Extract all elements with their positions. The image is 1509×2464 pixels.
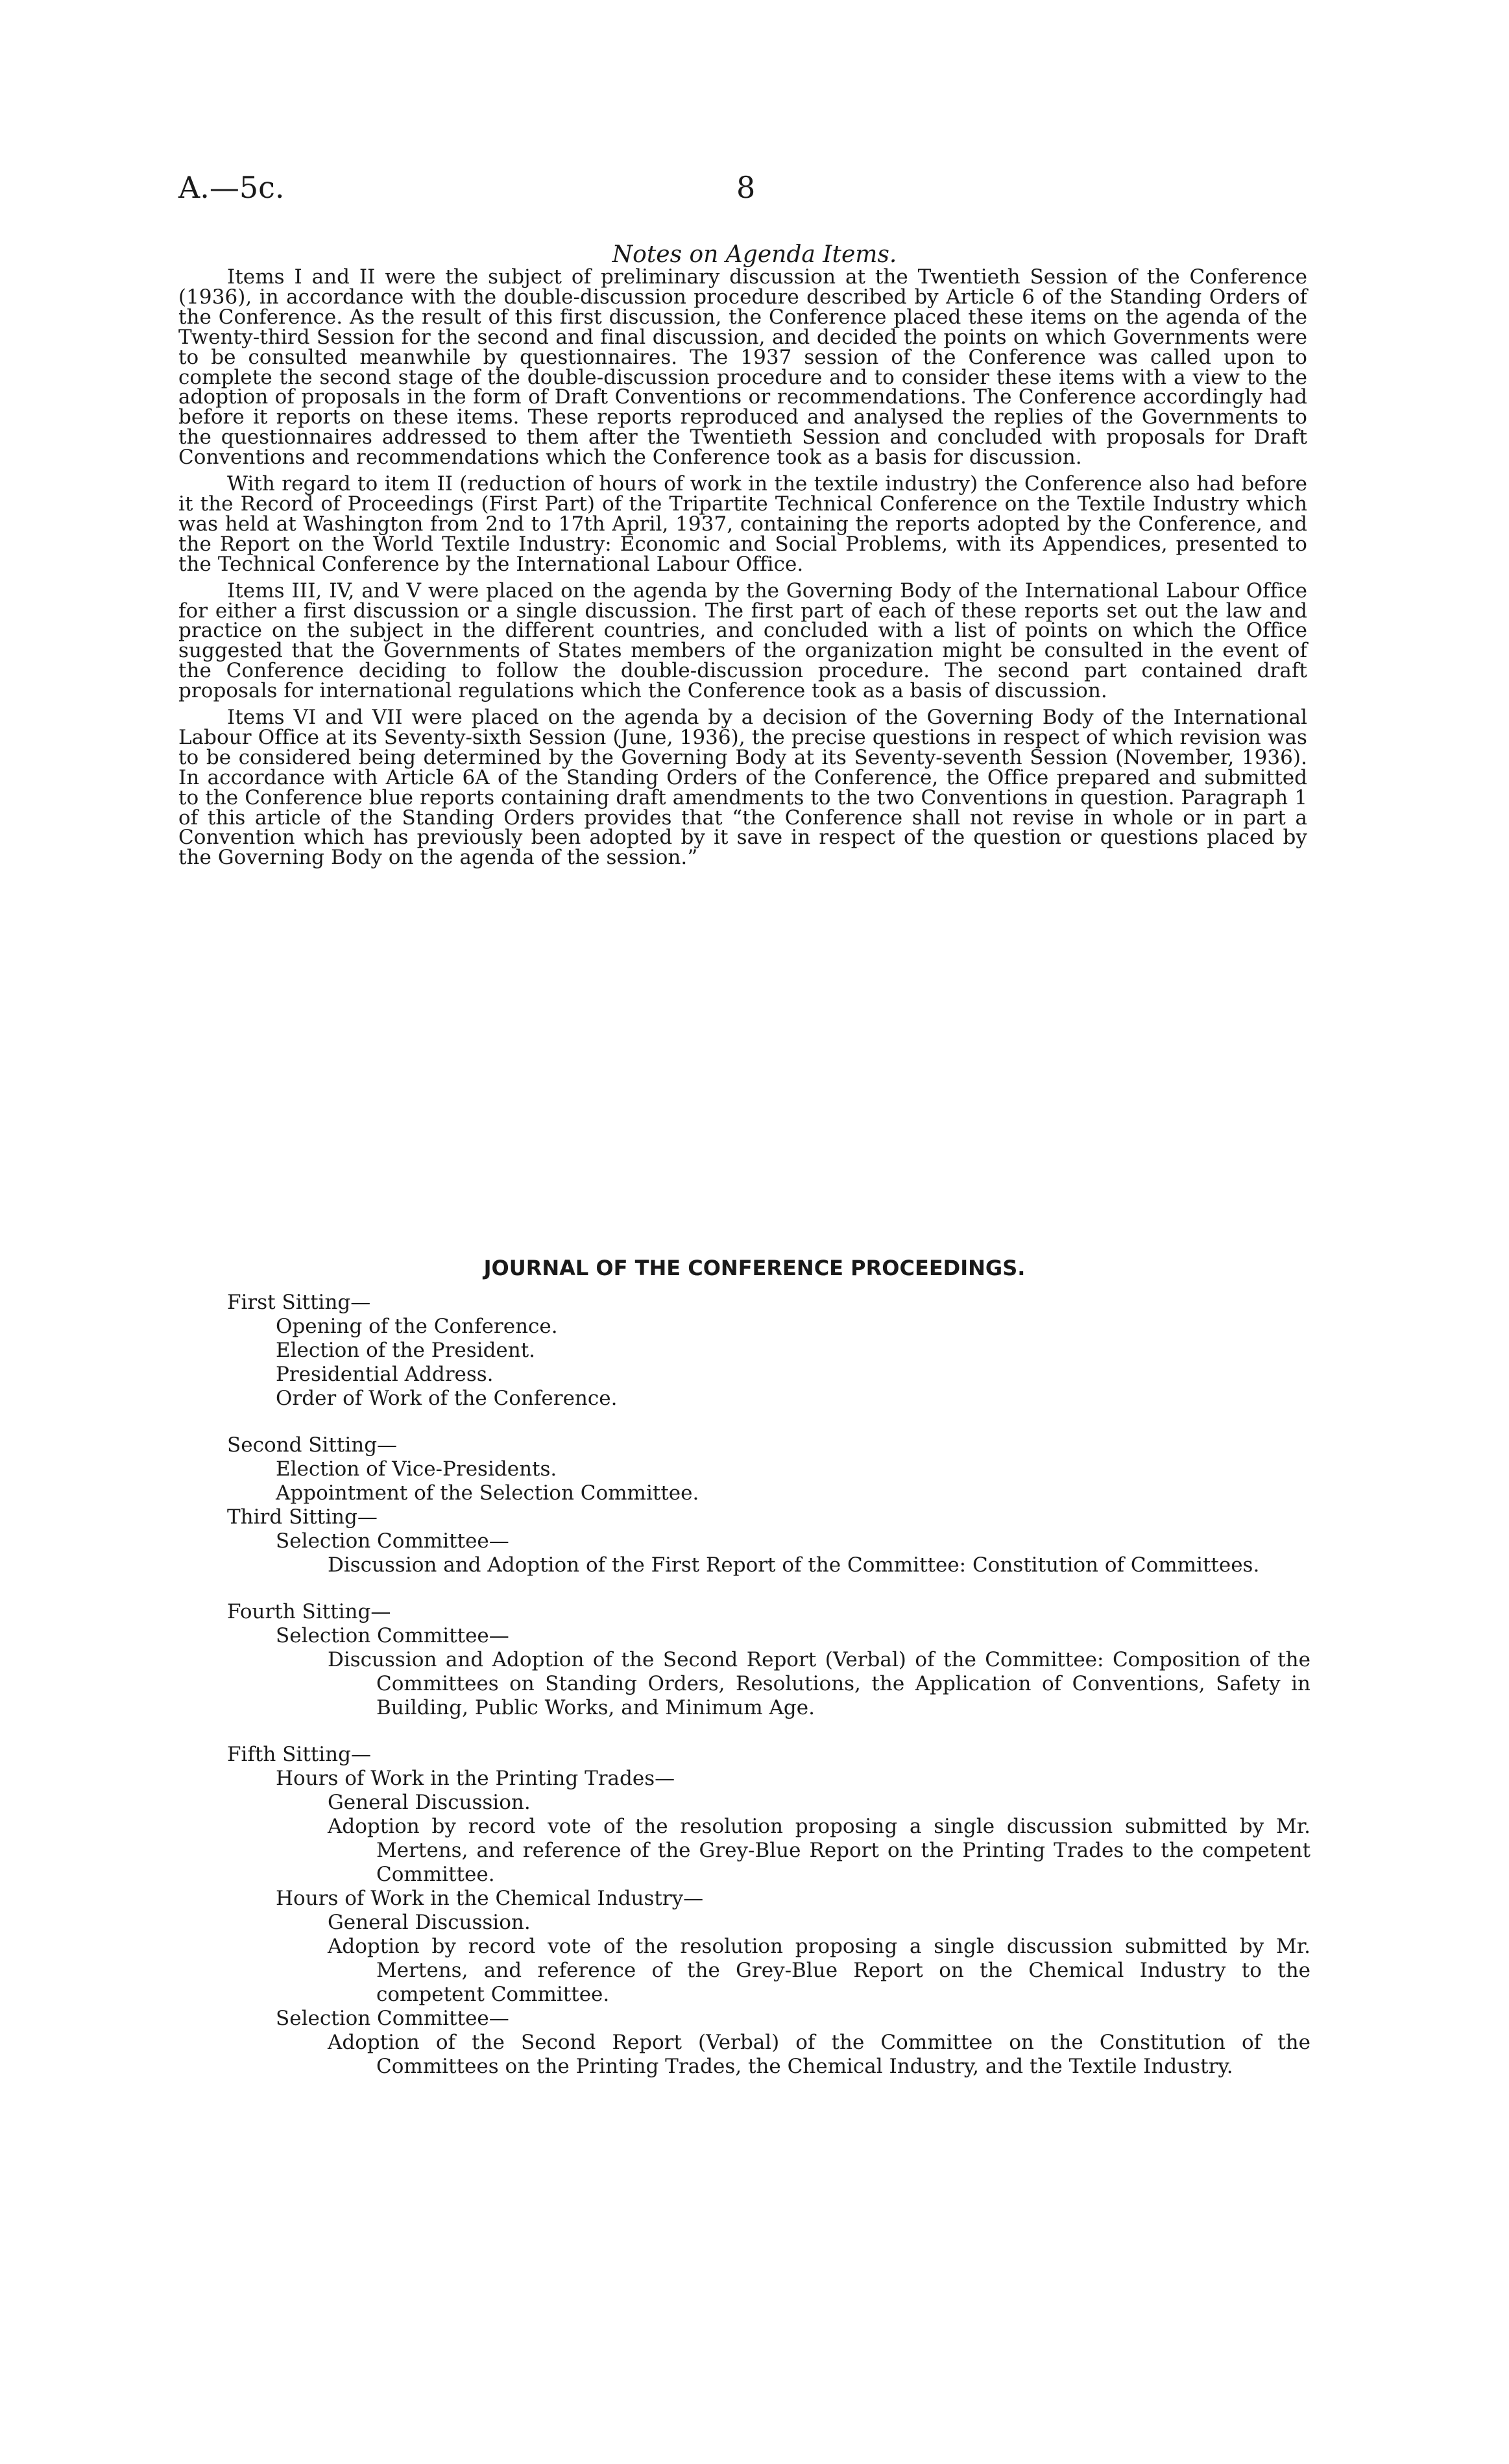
agenda-subheading: Selection Committee— [276, 2007, 509, 2030]
sitting-heading: Fourth Sitting— [227, 1600, 391, 1623]
agenda-item: General Discussion. [328, 1911, 531, 1934]
sitting-heading: Second Sitting— [227, 1433, 398, 1457]
agenda-subheading: Selection Committee— [276, 1624, 509, 1647]
agenda-item: Adoption by record vote of the resolution proposing a single discussion submitted by Mr. Mertens, and reference of the Grey-Blue Report on the Printing Trades to the competent Committee. [328, 1815, 1310, 1886]
notes-paragraph: Items III, IV, and V were placed on the agenda by the Governing Body of the International Labour Office for either a first discussion or a single discussion. The first part of each of these reports set out the law and practice on the subject in the different countries, and concluded with a list of points on which the Office suggested that the Governments of States members of the organization might be consulted in the event of the Conference deciding to follow the double-discussion procedure. The second part contained draft proposals for international regulations which the Conference took as a basis of discussion. [178, 579, 1307, 703]
agenda-item: Discussion and Adoption of the Second Report (Verbal) of the Committee: Composition of the Committees on Standing Orders, Resolutions, the Application of Conventions, Safety in Building, Public Works, and Minimum Age. [328, 1648, 1310, 1719]
notes-paragraph: Items VI and VII were placed on the agenda by a decision of the Governing Body of the International Labour Office at its Seventy-sixth Session (June, 1936), the precise questions in respect of which revision was to be considered being determined by the Governing Body at its Seventy-seventh Session (November, 1936). In accordance with Article 6A of the Standing Orders of the Conference, the Office prepared and submitted to the Conference blue reports containing draft amendments to the two Conventions in question. Paragraph 1 of this article of the Standing Orders provides that “the Conference shall not revise in whole or in part a Convention which has previously been adopted by it save in respect of the question or questions placed by the Governing Body on the agenda of the session.” [178, 706, 1307, 870]
agenda-subheading: Hours of Work in the Printing Trades— [276, 1767, 675, 1790]
journal-heading: JOURNAL OF THE CONFERENCE PROCEEDINGS. [483, 1256, 1026, 1280]
agenda-item: Adoption by record vote of the resolution proposing a single discussion submitted by Mr. Mertens, and reference of the Grey-Blue Report on the Chemical Industry to the competent Committee. [328, 1935, 1310, 2006]
agenda-subheading: Hours of Work in the Chemical Industry— [276, 1887, 704, 1910]
notes-heading: Notes on Agenda Items. [612, 241, 897, 268]
notes-paragraph: Items I and II were the subject of preliminary discussion at the Twentieth Session of the Conference (1936), in accordance with the double-discussion procedure described by Article 6 of the Standing Orders of the Conference. As the result of this first discussion, the Conference placed these items on the agenda of the Twenty-third Session for the second and final discussion, and decided the points on which Governments were to be consulted meanwhile by questionnaires. The 1937 session of the Conference was called upon to complete the second stage of the double-discussion procedure and to consider these items with a view to the adoption of proposals in the form of Draft Conventions or recommendations. The Conference accordingly had before it reports on these items. These reports reproduced and analysed the replies of the Governments to the questionnaires addressed to them after the Twentieth Session and concluded with proposals for Draft Conventions and recommendations which the Conference took as a basis for discussion. [178, 265, 1307, 470]
agenda-subheading: Selection Committee— [276, 1529, 509, 1553]
journal-section [227, 1291, 1310, 2079]
agenda-item: Adoption of the Second Report (Verbal) of the Committee on the Constitution of the Committees on the Printing Trades, the Chemical Industry, and the Textile Industry. [328, 2031, 1310, 2078]
page-number: 8 [736, 170, 756, 205]
notes-section [178, 267, 1307, 874]
agenda-item: Election of Vice-Presidents. [276, 1457, 557, 1481]
document-reference: A.—5c. [178, 170, 285, 205]
agenda-item: General Discussion. [328, 1791, 531, 1814]
sitting-heading: Third Sitting— [227, 1505, 378, 1529]
sitting-heading: Fifth Sitting— [227, 1743, 371, 1766]
agenda-item: Election of the President. [276, 1339, 536, 1362]
notes-paragraph: With regard to item II (reduction of hours of work in the textile industry) the Conference also had before it the Record of Proceedings (First Part) of the Tripartite Technical Conference on the Textile Industry which was held at Washington from 2nd to 17th April, 1937, containing the reports adopted by the Conference, and the Report on the World Textile Industry: Economic and Social Problems, with its Appendices, presented to the Technical Conference by the International Labour Office. [178, 472, 1307, 576]
agenda-item: Opening of the Conference. [276, 1315, 558, 1338]
agenda-item: Discussion and Adoption of the First Report of the Committee: Constitution of Committees. [328, 1553, 1260, 1577]
agenda-item: Appointment of the Selection Committee. [276, 1481, 699, 1505]
sitting-heading: First Sitting— [227, 1291, 371, 1314]
agenda-item: Presidential Address. [276, 1363, 494, 1386]
agenda-item: Order of Work of the Conference. [276, 1387, 618, 1410]
